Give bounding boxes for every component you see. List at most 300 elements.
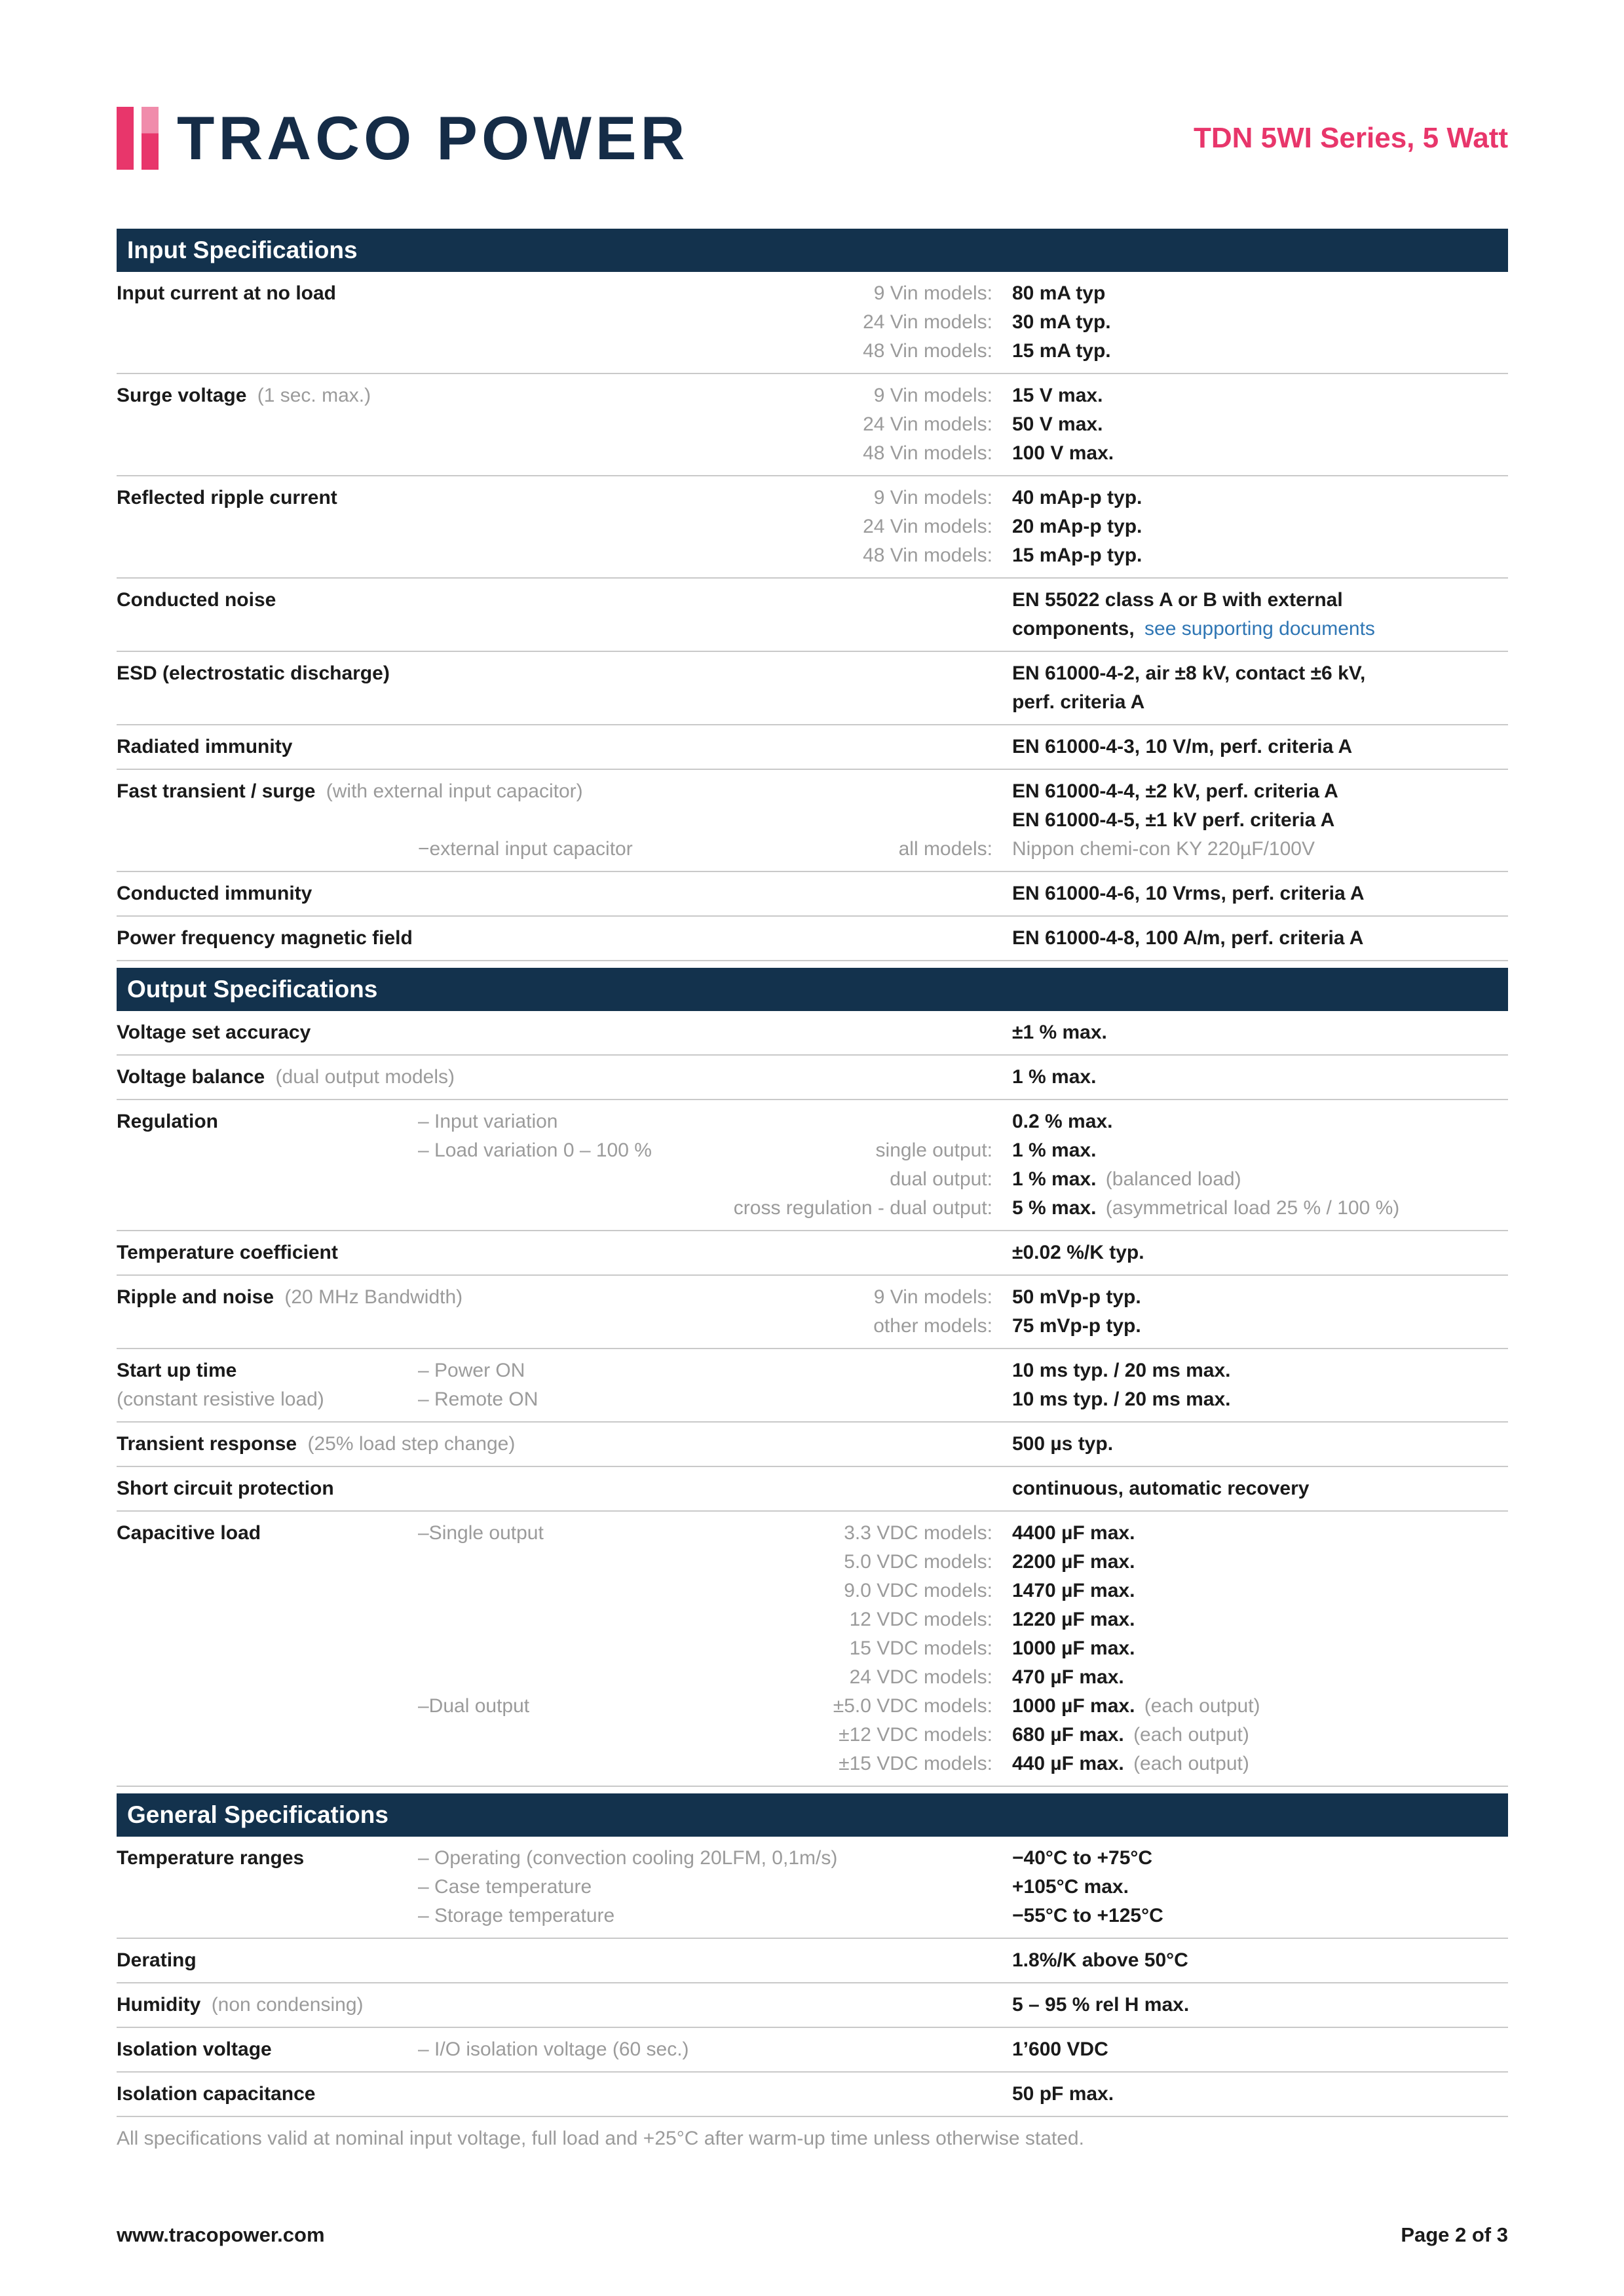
model-label: 9 Vin models:	[873, 487, 992, 508]
value-cell	[1012, 484, 1508, 512]
value-text: 40 mAp-p typ.	[1012, 487, 1142, 508]
logo-bar-icon	[142, 107, 159, 170]
value-text: EN 55022 class A or B with external	[1012, 589, 1343, 611]
model-label: 24 Vin models:	[863, 413, 992, 435]
spec-line	[418, 1902, 1508, 1930]
value-text: 1000 µF max.	[1012, 1637, 1135, 1659]
parameter-cell	[117, 1474, 418, 1503]
value-text: continuous, automatic recovery	[1012, 1478, 1310, 1499]
parameter-cell	[117, 1946, 418, 1975]
value-text: EN 61000-4-2, air ±8 kV, contact ±6 kV,	[1012, 662, 1366, 684]
spec-line	[418, 484, 1508, 512]
value-text: 15 V max.	[1012, 385, 1103, 406]
param-note: (with external input capacitor)	[326, 780, 583, 802]
model-label: 5.0 VDC models:	[844, 1551, 992, 1573]
value-text: 10 ms typ. / 20 ms max.	[1012, 1388, 1231, 1410]
value-text: 500 µs typ.	[1012, 1433, 1114, 1455]
spec-section	[117, 968, 1508, 1787]
spec-line	[418, 337, 1508, 366]
page-header	[117, 0, 1508, 170]
value-cell	[1012, 512, 1508, 541]
condition-model-cell	[418, 1844, 992, 1873]
spec-line	[418, 1605, 1508, 1634]
value-cell	[1012, 279, 1508, 308]
value-text: 440 µF max.	[1012, 1753, 1124, 1774]
condition-model-cell	[418, 1385, 992, 1414]
spec-row	[117, 1423, 1508, 1467]
condition-model-cell	[418, 512, 992, 541]
spec-line	[418, 1356, 1508, 1385]
parameter-cell	[117, 1430, 516, 1459]
value-text: 50 mVp-p typ.	[1012, 1286, 1141, 1308]
spec-line	[418, 879, 1508, 908]
spec-line	[418, 541, 1508, 570]
condition-model-cell	[418, 688, 992, 717]
logo-bar-icon	[117, 107, 134, 170]
param-note: (dual output models)	[275, 1066, 455, 1088]
value-cell	[1012, 586, 1508, 615]
row-lines	[418, 1474, 1508, 1503]
parameter-cell	[117, 659, 418, 717]
condition-model-cell	[418, 439, 992, 468]
spec-sections	[117, 229, 1508, 2117]
section-header	[117, 968, 1508, 1011]
param-name: Start up time	[117, 1360, 237, 1381]
value-text: ±1 % max.	[1012, 1022, 1107, 1043]
spec-line	[418, 1873, 1508, 1902]
value-cell	[1012, 835, 1508, 864]
value-cell	[1012, 1136, 1508, 1165]
condition-model-cell	[418, 484, 992, 512]
row-lines	[418, 1063, 1508, 1092]
condition-model-cell	[418, 2080, 992, 2109]
value-cell	[1012, 1721, 1508, 1750]
section-title: Input Specifications	[127, 237, 358, 263]
model-label: 15 VDC models:	[849, 1637, 992, 1659]
param-note: (25% load step change)	[307, 1433, 516, 1455]
condition-model-cell	[418, 733, 992, 761]
value-cell	[1012, 1356, 1508, 1385]
website-link[interactable]: www.tracopower.com	[117, 2223, 325, 2246]
spec-line	[418, 806, 1508, 835]
value-text: 20 mAp-p typ.	[1012, 516, 1142, 537]
condition-label: – Load variation 0 – 100 %	[418, 1139, 652, 1161]
model-label: 9 Vin models:	[873, 282, 992, 304]
param-name: Temperature coefficient	[117, 1242, 338, 1263]
value-cell	[1012, 924, 1508, 953]
condition-model-cell	[418, 1873, 992, 1902]
param-name: Surge voltage	[117, 385, 247, 406]
value-text: −40°C to +75°C	[1012, 1847, 1153, 1869]
spec-line	[418, 1946, 1508, 1975]
value-text: perf. criteria A	[1012, 691, 1145, 713]
spec-row	[117, 652, 1508, 725]
row-lines	[418, 381, 1508, 468]
parameter-cell	[117, 1018, 418, 1047]
condition-label: –Dual output	[418, 1695, 530, 1717]
value-cell	[1012, 777, 1508, 806]
param-name: Short circuit protection	[117, 1478, 334, 1499]
row-lines	[418, 2035, 1508, 2064]
value-cell	[1012, 1063, 1508, 1092]
spec-row	[117, 272, 1508, 374]
condition-model-cell	[418, 615, 992, 643]
value-cell	[1012, 688, 1508, 717]
value-cell	[1012, 879, 1508, 908]
value-text: Nippon chemi-con KY 220µF/100V	[1012, 838, 1315, 860]
condition-label: – Input variation	[418, 1111, 558, 1132]
parameter-cell	[117, 586, 418, 643]
param-name: Temperature ranges	[117, 1847, 305, 1869]
spec-line	[418, 381, 1508, 410]
value-cell	[1012, 733, 1508, 761]
value-cell	[1012, 1283, 1508, 1312]
value-cell	[1012, 659, 1508, 688]
row-lines	[418, 1946, 1508, 1975]
parameter-cell	[117, 1238, 418, 1267]
value-text: 1220 µF max.	[1012, 1609, 1135, 1630]
condition-model-cell	[418, 1312, 992, 1341]
spec-line	[418, 1577, 1508, 1605]
condition-model-cell	[418, 1902, 992, 1930]
spec-row	[117, 872, 1508, 917]
row-lines	[418, 1519, 1508, 1778]
spec-row	[117, 1056, 1508, 1100]
spec-row	[117, 2028, 1508, 2073]
param-name: Radiated immunity	[117, 736, 293, 757]
condition-model-cell	[418, 1238, 992, 1267]
model-label: ±5.0 VDC models:	[833, 1695, 992, 1717]
parameter-cell	[117, 1844, 418, 1930]
spec-line	[418, 279, 1508, 308]
condition-model-cell	[418, 337, 992, 366]
traco-power-logo	[117, 104, 689, 172]
spec-line	[418, 308, 1508, 337]
spec-line	[418, 1018, 1508, 1047]
value-text: 30 mA typ.	[1012, 311, 1111, 333]
value-text: EN 61000-4-3, 10 V/m, perf. criteria A	[1012, 736, 1353, 757]
parameter-cell	[117, 879, 418, 908]
value-text: 75 mVp-p typ.	[1012, 1315, 1141, 1337]
param-name: Isolation voltage	[117, 2038, 272, 2060]
condition-model-cell	[418, 924, 992, 953]
model-label: 24 Vin models:	[863, 516, 992, 537]
spec-line	[418, 1519, 1508, 1548]
param-name: Humidity	[117, 1994, 201, 2016]
param-note-below: (constant resistive load)	[117, 1388, 324, 1410]
condition-model-cell	[418, 1946, 992, 1975]
value-note: (each output)	[1133, 1724, 1249, 1746]
condition-model-cell	[418, 410, 992, 439]
spec-row	[117, 725, 1508, 770]
value-cell	[1012, 615, 1508, 643]
logo-wordmark: TRACO POWER	[177, 104, 689, 172]
model-label: 48 Vin models:	[863, 340, 992, 362]
spec-line	[418, 1548, 1508, 1577]
section-rows	[117, 1011, 1508, 1787]
spec-line	[418, 410, 1508, 439]
spec-line	[418, 1107, 1508, 1136]
model-label: other models:	[873, 1315, 992, 1337]
parameter-cell	[117, 484, 418, 570]
spec-line	[418, 1430, 1508, 1459]
row-lines	[418, 2080, 1508, 2109]
condition-model-cell	[418, 1194, 992, 1223]
spec-line	[418, 1136, 1508, 1165]
row-lines	[418, 1430, 1508, 1459]
section-rows	[117, 272, 1508, 961]
model-label: ±15 VDC models:	[839, 1753, 992, 1774]
section-title: General Specifications	[127, 1801, 388, 1828]
value-note: (balanced load)	[1105, 1168, 1241, 1190]
series-title: TDN 5WI Series, 5 Watt	[1193, 122, 1508, 154]
value-text: components,	[1012, 618, 1135, 640]
value-text: 0.2 % max.	[1012, 1111, 1113, 1132]
value-cell	[1012, 1577, 1508, 1605]
section-title: Output Specifications	[127, 976, 378, 1003]
spec-line	[418, 835, 1508, 864]
spec-row	[117, 1231, 1508, 1276]
section-header	[117, 1793, 1508, 1837]
row-lines	[418, 484, 1508, 570]
parameter-cell	[117, 381, 418, 468]
parameter-cell	[117, 1063, 455, 1092]
condition-model-cell	[418, 1474, 992, 1503]
param-name: Reflected ripple current	[117, 487, 337, 508]
model-label: cross regulation - dual output:	[733, 1197, 992, 1219]
row-lines	[418, 1991, 1508, 2019]
param-name: Fast transient / surge	[117, 780, 316, 802]
spec-line	[418, 615, 1508, 643]
condition-model-cell	[418, 1548, 992, 1577]
condition-model-cell	[418, 1519, 992, 1548]
row-lines	[418, 1107, 1508, 1223]
condition-model-cell	[418, 381, 992, 410]
param-note: (20 MHz Bandwidth)	[284, 1286, 463, 1308]
condition-model-cell	[418, 541, 992, 570]
value-cell	[1012, 410, 1508, 439]
supporting-documents-link[interactable]: see supporting documents	[1144, 618, 1375, 640]
row-lines	[418, 733, 1508, 761]
value-text: 80 mA typ	[1012, 282, 1106, 304]
model-label: 24 Vin models:	[863, 311, 992, 333]
row-lines	[418, 1238, 1508, 1267]
spec-line	[418, 1692, 1508, 1721]
row-lines	[418, 1356, 1508, 1414]
param-name: Conducted immunity	[117, 883, 312, 904]
value-cell	[1012, 1519, 1508, 1548]
value-cell	[1012, 1194, 1508, 1223]
value-cell	[1012, 2080, 1508, 2109]
model-label: 12 VDC models:	[849, 1609, 992, 1630]
parameter-cell	[117, 777, 583, 864]
value-text: 470 µF max.	[1012, 1666, 1124, 1688]
value-text: 5 – 95 % rel H max.	[1012, 1994, 1190, 2016]
spec-row	[117, 1100, 1508, 1231]
spec-line	[418, 924, 1508, 953]
param-name: Voltage balance	[117, 1066, 265, 1088]
value-text: 1.8%/K above 50°C	[1012, 1949, 1188, 1971]
spec-line	[418, 1063, 1508, 1092]
parameter-cell	[117, 279, 418, 366]
spec-row	[117, 1467, 1508, 1512]
spec-row	[117, 2073, 1508, 2117]
spec-row	[117, 1983, 1508, 2028]
value-cell	[1012, 1430, 1508, 1459]
value-text: EN 61000-4-8, 100 A/m, perf. criteria A	[1012, 927, 1364, 949]
value-cell	[1012, 337, 1508, 366]
param-name: Transient response	[117, 1433, 297, 1455]
page-number: Page 2 of 3	[1401, 2223, 1508, 2246]
spec-row	[117, 1837, 1508, 1939]
spec-row	[117, 374, 1508, 476]
row-lines	[418, 279, 1508, 366]
value-cell	[1012, 1750, 1508, 1778]
parameter-cell	[117, 1107, 418, 1223]
value-cell	[1012, 1873, 1508, 1902]
condition-model-cell	[418, 835, 992, 864]
condition-model-cell	[418, 1750, 992, 1778]
value-cell	[1012, 806, 1508, 835]
param-name: Derating	[117, 1949, 197, 1971]
spec-section	[117, 229, 1508, 961]
param-name: Conducted noise	[117, 589, 276, 611]
value-text: 10 ms typ. / 20 ms max.	[1012, 1360, 1231, 1381]
condition-model-cell	[418, 777, 992, 806]
param-note: (non condensing)	[211, 1994, 364, 2016]
spec-section	[117, 1793, 1508, 2117]
value-cell	[1012, 2035, 1508, 2064]
condition-model-cell	[418, 1107, 992, 1136]
value-cell	[1012, 1902, 1508, 1930]
parameter-cell	[117, 924, 418, 953]
spec-row	[117, 770, 1508, 872]
condition-model-cell	[418, 1577, 992, 1605]
spec-line	[418, 1991, 1508, 2019]
spec-line	[418, 1634, 1508, 1663]
value-text: +105°C max.	[1012, 1876, 1129, 1898]
param-name: Voltage set accuracy	[117, 1022, 311, 1043]
condition-model-cell	[418, 1605, 992, 1634]
model-label: 9.0 VDC models:	[844, 1580, 992, 1601]
value-text: 2200 µF max.	[1012, 1551, 1135, 1573]
value-text: 50 V max.	[1012, 413, 1103, 435]
condition-model-cell	[418, 1430, 992, 1459]
value-text: 4400 µF max.	[1012, 1522, 1135, 1544]
section-rows	[117, 1837, 1508, 2117]
condition-model-cell	[418, 1634, 992, 1663]
value-cell	[1012, 308, 1508, 337]
condition-label: –Single output	[418, 1522, 544, 1544]
value-note: (asymmetrical load 25 % / 100 %)	[1105, 1197, 1400, 1219]
value-text: 1 % max.	[1012, 1139, 1097, 1161]
condition-model-cell	[418, 1283, 992, 1312]
value-text: 50 pF max.	[1012, 2083, 1114, 2105]
value-text: 680 µF max.	[1012, 1724, 1124, 1746]
spec-line	[418, 1750, 1508, 1778]
condition-label: – Remote ON	[418, 1388, 538, 1410]
value-cell	[1012, 1165, 1508, 1194]
value-cell	[1012, 1605, 1508, 1634]
value-cell	[1012, 1634, 1508, 1663]
param-name: Regulation	[117, 1111, 218, 1132]
parameter-cell	[117, 2080, 418, 2109]
condition-model-cell	[418, 806, 992, 835]
parameter-cell	[117, 1356, 418, 1414]
parameter-cell	[117, 733, 418, 761]
parameter-cell	[117, 1519, 418, 1778]
model-label: 9 Vin models:	[873, 1286, 992, 1308]
value-text: 1470 µF max.	[1012, 1580, 1135, 1601]
parameter-cell	[117, 1991, 418, 2019]
row-lines	[418, 659, 1508, 717]
param-name: Power frequency magnetic field	[117, 927, 413, 949]
value-cell	[1012, 1548, 1508, 1577]
condition-label: – I/O isolation voltage (60 sec.)	[418, 2038, 689, 2060]
section-header	[117, 229, 1508, 272]
value-text: 15 mAp-p typ.	[1012, 545, 1142, 566]
condition-label: – Case temperature	[418, 1876, 592, 1898]
value-cell	[1012, 1844, 1508, 1873]
spec-line	[418, 2035, 1508, 2064]
value-cell	[1012, 1663, 1508, 1692]
value-cell	[1012, 381, 1508, 410]
condition-label: – Operating (convection cooling 20LFM, 0,1m/s)	[418, 1847, 838, 1869]
value-text: 1’600 VDC	[1012, 2038, 1108, 2060]
value-text: 1 % max.	[1012, 1168, 1097, 1190]
condition-label: −external input capacitor	[418, 838, 633, 860]
spec-line	[418, 1165, 1508, 1194]
spec-row	[117, 476, 1508, 579]
condition-model-cell	[418, 1692, 992, 1721]
value-text: −55°C to +125°C	[1012, 1905, 1163, 1926]
model-label: 48 Vin models:	[863, 442, 992, 464]
param-name: Capacitive load	[117, 1522, 261, 1544]
spec-line	[418, 659, 1508, 688]
value-cell	[1012, 1238, 1508, 1267]
value-text: 5 % max.	[1012, 1197, 1097, 1219]
spec-row	[117, 1939, 1508, 1983]
row-lines	[418, 777, 1508, 864]
value-text: 100 V max.	[1012, 442, 1114, 464]
spec-row	[117, 917, 1508, 961]
value-cell	[1012, 1692, 1508, 1721]
spec-line	[418, 777, 1508, 806]
spec-line	[418, 1194, 1508, 1223]
value-note: (each output)	[1133, 1753, 1249, 1774]
value-text: ±0.02 %/K typ.	[1012, 1242, 1144, 1263]
value-text: 15 mA typ.	[1012, 340, 1111, 362]
param-name: Isolation capacitance	[117, 2083, 316, 2105]
condition-model-cell	[418, 1663, 992, 1692]
spec-line	[418, 1238, 1508, 1267]
spec-line	[418, 1844, 1508, 1873]
value-text: 1000 µF max.	[1012, 1695, 1135, 1717]
model-label: 24 VDC models:	[849, 1666, 992, 1688]
value-cell	[1012, 1018, 1508, 1047]
param-name: Ripple and noise	[117, 1286, 274, 1308]
value-text: EN 61000-4-6, 10 Vrms, perf. criteria A	[1012, 883, 1365, 904]
condition-model-cell	[418, 279, 992, 308]
param-name: ESD (electrostatic discharge)	[117, 662, 390, 684]
spec-row	[117, 1011, 1508, 1056]
condition-model-cell	[418, 1165, 992, 1194]
row-lines	[418, 1844, 1508, 1930]
spec-line	[418, 439, 1508, 468]
value-text: EN 61000-4-5, ±1 kV perf. criteria A	[1012, 809, 1335, 831]
parameter-cell	[117, 2035, 418, 2064]
row-lines	[418, 1283, 1508, 1341]
